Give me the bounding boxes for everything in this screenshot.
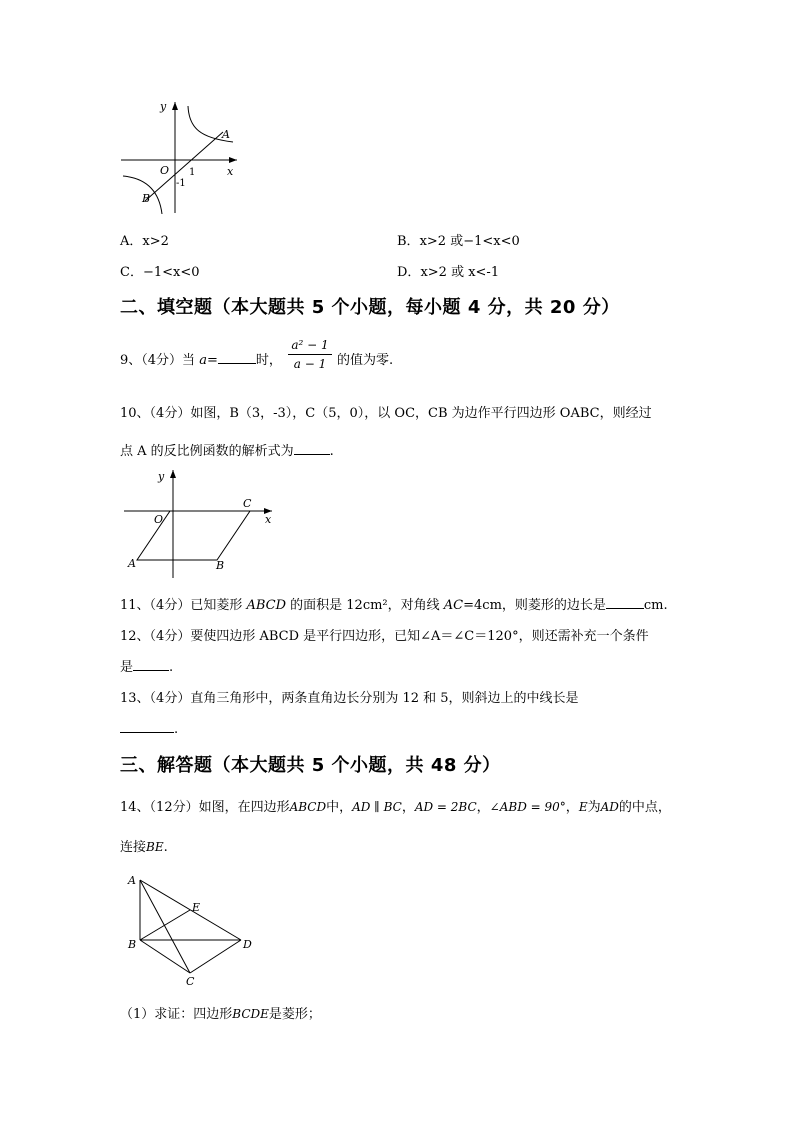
question-13-line2 — [120, 720, 178, 737]
q8-graph — [115, 98, 245, 218]
q9-answer-blank[interactable] — [218, 351, 256, 364]
q14-cond1: AD ∥ BC — [352, 800, 402, 814]
segment-ac — [140, 880, 190, 973]
point-a: A — [222, 128, 230, 141]
point-a: A — [128, 874, 136, 887]
point-c: C — [243, 497, 252, 510]
q14-comma3: ， — [565, 800, 579, 815]
option-d — [397, 261, 499, 280]
q11-mid1: 的面积是 12cm²，对角线 — [286, 598, 444, 613]
q11-prefix: 11、（4分）已知菱形 — [120, 598, 247, 613]
q10-line2-text: 点 A 的反比例函数的解析式为 — [120, 444, 294, 459]
q9-prefix: 9、（4分）当 — [120, 353, 200, 368]
q9-suffix: 的值为零. — [337, 353, 394, 368]
x-label: x — [265, 513, 272, 526]
question-13-line1: 13、（4分）直角三角形中，两条直角边长分别为 12 和 5，则斜边上的中线长是 — [120, 691, 579, 706]
q14-period: . — [163, 840, 168, 855]
q9-numerator: a² − 1 — [291, 338, 329, 352]
point-e: E — [192, 901, 201, 914]
point-b: B — [216, 559, 225, 572]
question-14-line1 — [120, 796, 671, 815]
q11-mid2: =4cm，则菱形的边长是 — [463, 598, 606, 613]
q14-ad: AD — [600, 800, 619, 814]
q11-abcd: ABCD — [246, 598, 287, 613]
q14-figure — [124, 870, 264, 988]
y-label: y — [158, 470, 165, 483]
q14-abcd: ABCD — [289, 800, 327, 814]
q14-comma2: ， — [476, 800, 490, 815]
question-14-part1 — [120, 1003, 321, 1022]
q14-cond3: ∠ABD = 90° — [489, 800, 566, 814]
option-a-label: A． — [120, 234, 143, 249]
option-b-text: x>2 或−1<x<0 — [419, 234, 520, 249]
option-d-text: x>2 或 x<-1 — [420, 265, 500, 280]
q9-fraction — [288, 338, 332, 371]
question-12-line1: 12、（4分）要使四边形 ABCD 是平行四边形，已知∠A＝∠C＝120°，则还需补充一个条件 — [120, 629, 649, 644]
q14-comma1: ， — [401, 800, 415, 815]
q14-cond2: AD = 2BC — [414, 800, 477, 814]
section-2-heading: 二、填空题（本大题共 5 个小题，每小题 4 分，共 20 分） — [120, 297, 620, 318]
option-b-label: B． — [397, 234, 420, 249]
q14-part1-suffix: 是菱形； — [268, 1007, 321, 1022]
x-label: x — [227, 165, 234, 178]
q14-wei: 为 — [587, 800, 601, 815]
q11-answer-blank[interactable] — [606, 596, 644, 609]
tick-neg1: -1 — [176, 178, 186, 189]
q14-tail: 的中点， — [618, 800, 671, 815]
section-3-heading: 三、解答题（本大题共 5 个小题，共 48 分） — [120, 755, 501, 776]
question-10-line1: 10、（4分）如图，B（3，-3），C（5，0），以 OC，CB 为边作平行四边形 OABC，则经过 — [120, 406, 652, 421]
segment-bc — [140, 940, 190, 973]
option-c — [120, 261, 200, 280]
q14-e: E — [578, 800, 588, 814]
q9-var: a — [199, 353, 207, 368]
point-b: B — [142, 192, 151, 205]
q14-mid: 中， — [326, 800, 353, 815]
q9-mid: 时， — [255, 353, 282, 368]
origin-label: O — [160, 164, 170, 177]
line-ab — [145, 132, 223, 201]
point-a: A — [128, 557, 136, 570]
question-14-line2 — [120, 836, 168, 855]
point-d: D — [243, 938, 252, 951]
q9-eq: = — [206, 353, 218, 368]
segment-cd — [190, 940, 241, 973]
origin-label: O — [154, 513, 164, 526]
q13-end: . — [174, 722, 179, 737]
q12-line2-text: 是 — [120, 660, 134, 675]
q13-answer-blank[interactable] — [120, 720, 174, 733]
option-b — [397, 230, 520, 249]
option-a-text: x>2 — [142, 234, 169, 249]
point-b: B — [128, 938, 137, 951]
q11-unit: cm. — [643, 598, 668, 613]
q14-prefix: 14、（12分）如图，在四边形 — [120, 800, 290, 815]
q11-ac: AC — [443, 598, 464, 613]
q10-graph — [118, 466, 283, 581]
q14-be: BE — [146, 840, 164, 854]
question-12-line2 — [120, 656, 173, 675]
question-11 — [120, 594, 668, 613]
option-c-text: −1<x<0 — [142, 265, 200, 280]
q10-end: . — [329, 444, 334, 459]
point-c: C — [186, 975, 195, 988]
q14-part1-prefix: （1）求证：四边形 — [120, 1007, 233, 1022]
option-c-label: C． — [120, 265, 143, 280]
question-10-line2 — [120, 440, 334, 459]
segment-be — [140, 910, 190, 940]
q9-denominator: a − 1 — [293, 357, 327, 371]
option-d-label: D． — [397, 265, 421, 280]
q14-bcde: BCDE — [232, 1007, 269, 1021]
q12-answer-blank[interactable] — [133, 658, 169, 671]
tick-1: 1 — [189, 167, 196, 178]
q14-line2-text: 连接 — [120, 840, 147, 855]
y-label: y — [160, 100, 167, 113]
option-a — [120, 230, 169, 249]
q10-answer-blank[interactable] — [294, 442, 330, 455]
question-9 — [120, 349, 282, 368]
q12-end: . — [169, 660, 174, 675]
